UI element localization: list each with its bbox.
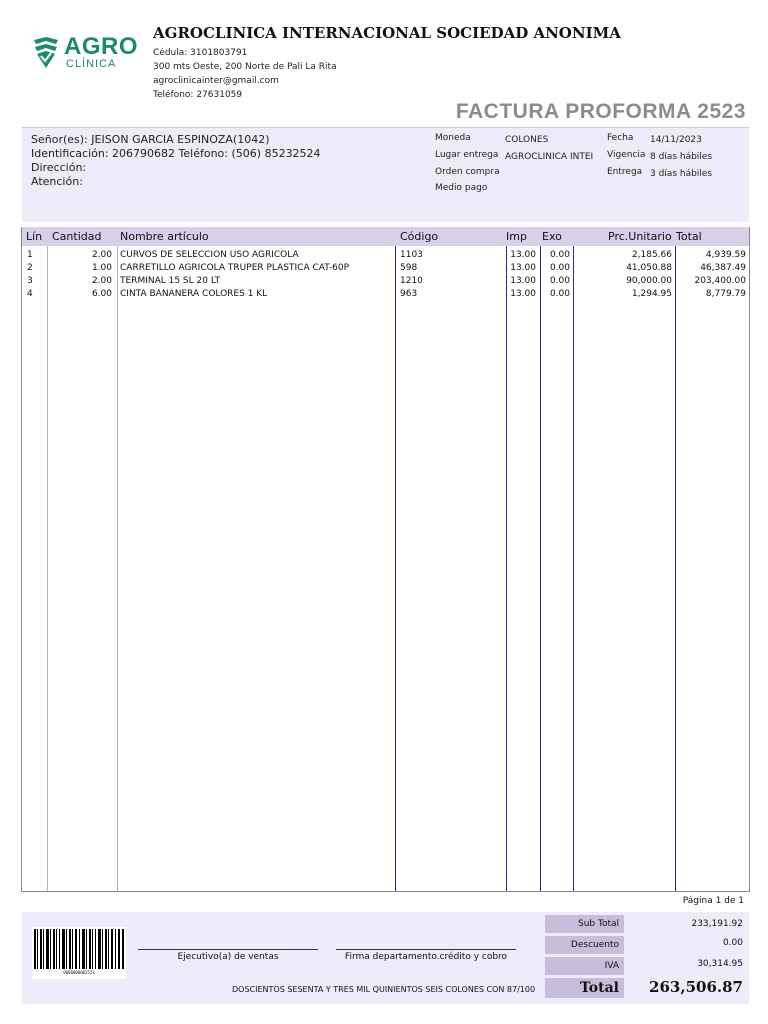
total-value: 263,506.87 [649, 978, 743, 996]
amount-in-words: DOSCIENTOS SESENTA Y TRES MIL QUINIENTOS SEIS COLONES CON 87/100 [232, 985, 536, 994]
lugar-entrega-label: Lugar entrega [435, 150, 499, 160]
cell-imp: 13.00 [510, 263, 536, 273]
cell-total: 8,779.79 [705, 289, 746, 299]
cell-cantidad: 2.00 [91, 250, 112, 260]
company-email: agroclinicainter@gmail.com [153, 76, 279, 86]
col-divider [675, 246, 676, 891]
lugar-entrega-value: AGROCLINICA INTEI [505, 152, 594, 162]
moneda-value: COLONES [505, 135, 549, 145]
cell-total: 46,387.49 [700, 263, 746, 273]
cell-imp: 13.00 [510, 276, 536, 286]
subtotal-label: Sub Total [545, 915, 624, 933]
cell-lin: 2 [27, 263, 33, 273]
col-exo-header: Exo [542, 230, 562, 243]
table-row [22, 250, 749, 262]
col-lin-header: Lín [26, 230, 43, 243]
col-cantidad-header: Cantidad [52, 230, 102, 243]
client-identification: Identificación: 206790682 Teléfono: (506) 85232524 [31, 147, 321, 160]
barcode-number: 0000000002523 [63, 970, 95, 975]
col-divider [540, 246, 541, 891]
table-row [22, 289, 749, 301]
cell-total: 4,939.59 [705, 250, 746, 260]
page-number: Página 1 de 1 [682, 896, 744, 906]
cell-nombre: CARRETILLO AGRICOLA TRUPER PLASTICA CAT-60P [120, 263, 350, 273]
cell-exo: 0.00 [549, 276, 570, 286]
cell-codigo: 1103 [400, 250, 423, 260]
cell-codigo: 1210 [400, 276, 423, 286]
client-name: Señor(es): JEISON GARCIA ESPINOZA(1042) [31, 133, 270, 146]
signature-line-firma [336, 949, 516, 950]
company-name: AGROCLINICA INTERNACIONAL SOCIEDAD ANONIMA [153, 24, 621, 42]
signature-line-ejecutivo [138, 949, 318, 950]
logo-brand-text: AGRO [64, 33, 138, 60]
company-phone: Teléfono: 27631059 [153, 90, 243, 100]
client-attention: Atención: [31, 175, 83, 188]
col-divider [573, 246, 574, 891]
table-row [22, 263, 749, 275]
barcode [32, 927, 126, 979]
table-header [22, 227, 749, 246]
cell-cantidad: 1.00 [91, 263, 112, 273]
cell-precio: 90,000.00 [626, 276, 672, 286]
cell-precio: 1,294.95 [631, 289, 672, 299]
ejecutivo-label: Ejecutivo(a) de ventas [177, 952, 279, 962]
cell-lin: 1 [27, 250, 33, 260]
col-precio-header: Prc.Unitario [608, 230, 672, 243]
shield-check-logo-icon [32, 36, 60, 70]
iva-label: IVA [545, 957, 624, 975]
cell-cantidad: 6.00 [91, 289, 112, 299]
client-address: Dirección: [31, 161, 87, 174]
cell-precio: 41,050.88 [626, 263, 672, 273]
col-divider [395, 246, 396, 891]
firma-label: Firma departamento.crédito y cobro [344, 952, 508, 962]
medio-pago-label: Medio pago [435, 183, 488, 193]
cell-lin: 4 [27, 289, 33, 299]
cell-cantidad: 2.00 [91, 276, 112, 286]
table-row [22, 276, 749, 288]
cell-codigo: 598 [400, 263, 418, 273]
col-imp-header: Imp [506, 230, 527, 243]
cell-codigo: 963 [400, 289, 418, 299]
iva-value: 30,314.95 [697, 959, 743, 969]
total-label: Total [545, 978, 624, 998]
cell-nombre: TERMINAL 15 SL 20 LT [120, 276, 221, 286]
fecha-label: Fecha [607, 133, 634, 143]
entrega-label: Entrega [607, 167, 643, 177]
col-divider [47, 246, 48, 891]
logo-sub-text: CLÍNICA [66, 58, 117, 70]
cell-exo: 0.00 [549, 263, 570, 273]
company-address: 300 mts Oeste, 200 Norte de Pali La Rita [153, 62, 337, 72]
col-nombre-header: Nombre artículo [120, 230, 209, 243]
descuento-label: Descuento [545, 936, 624, 954]
cell-nombre: CINTA BANANERA COLORES 1 KL [120, 289, 268, 299]
footer-panel [22, 912, 749, 1004]
col-divider [506, 246, 507, 891]
cell-total: 203,400.00 [694, 276, 746, 286]
subtotal-value: 233,191.92 [691, 919, 743, 929]
cell-lin: 3 [27, 276, 33, 286]
entrega-value: 3 días hábiles [650, 169, 713, 179]
company-cedula: Cédula: 3101803791 [153, 48, 248, 58]
col-total-header: Total [676, 230, 702, 243]
cell-nombre: CURVOS DE SELECCION USO AGRICOLA [120, 250, 299, 260]
barcode-bars-icon [34, 929, 124, 969]
items-table [21, 227, 750, 892]
vigencia-value: 8 días hábiles [650, 152, 713, 162]
moneda-label: Moneda [435, 133, 471, 143]
orden-compra-label: Orden compra [435, 167, 500, 177]
client-info-panel [22, 127, 749, 222]
cell-precio: 2,185.66 [631, 250, 672, 260]
cell-imp: 13.00 [510, 250, 536, 260]
cell-imp: 13.00 [510, 289, 536, 299]
vigencia-label: Vigencia [607, 150, 646, 160]
cell-exo: 0.00 [549, 250, 570, 260]
company-logo [32, 34, 142, 74]
fecha-value: 14/11/2023 [650, 135, 702, 145]
col-divider [117, 246, 118, 891]
descuento-value: 0.00 [722, 938, 743, 948]
document-title: FACTURA PROFORMA 2523 [455, 100, 746, 123]
col-codigo-header: Código [400, 230, 439, 243]
cell-exo: 0.00 [549, 289, 570, 299]
